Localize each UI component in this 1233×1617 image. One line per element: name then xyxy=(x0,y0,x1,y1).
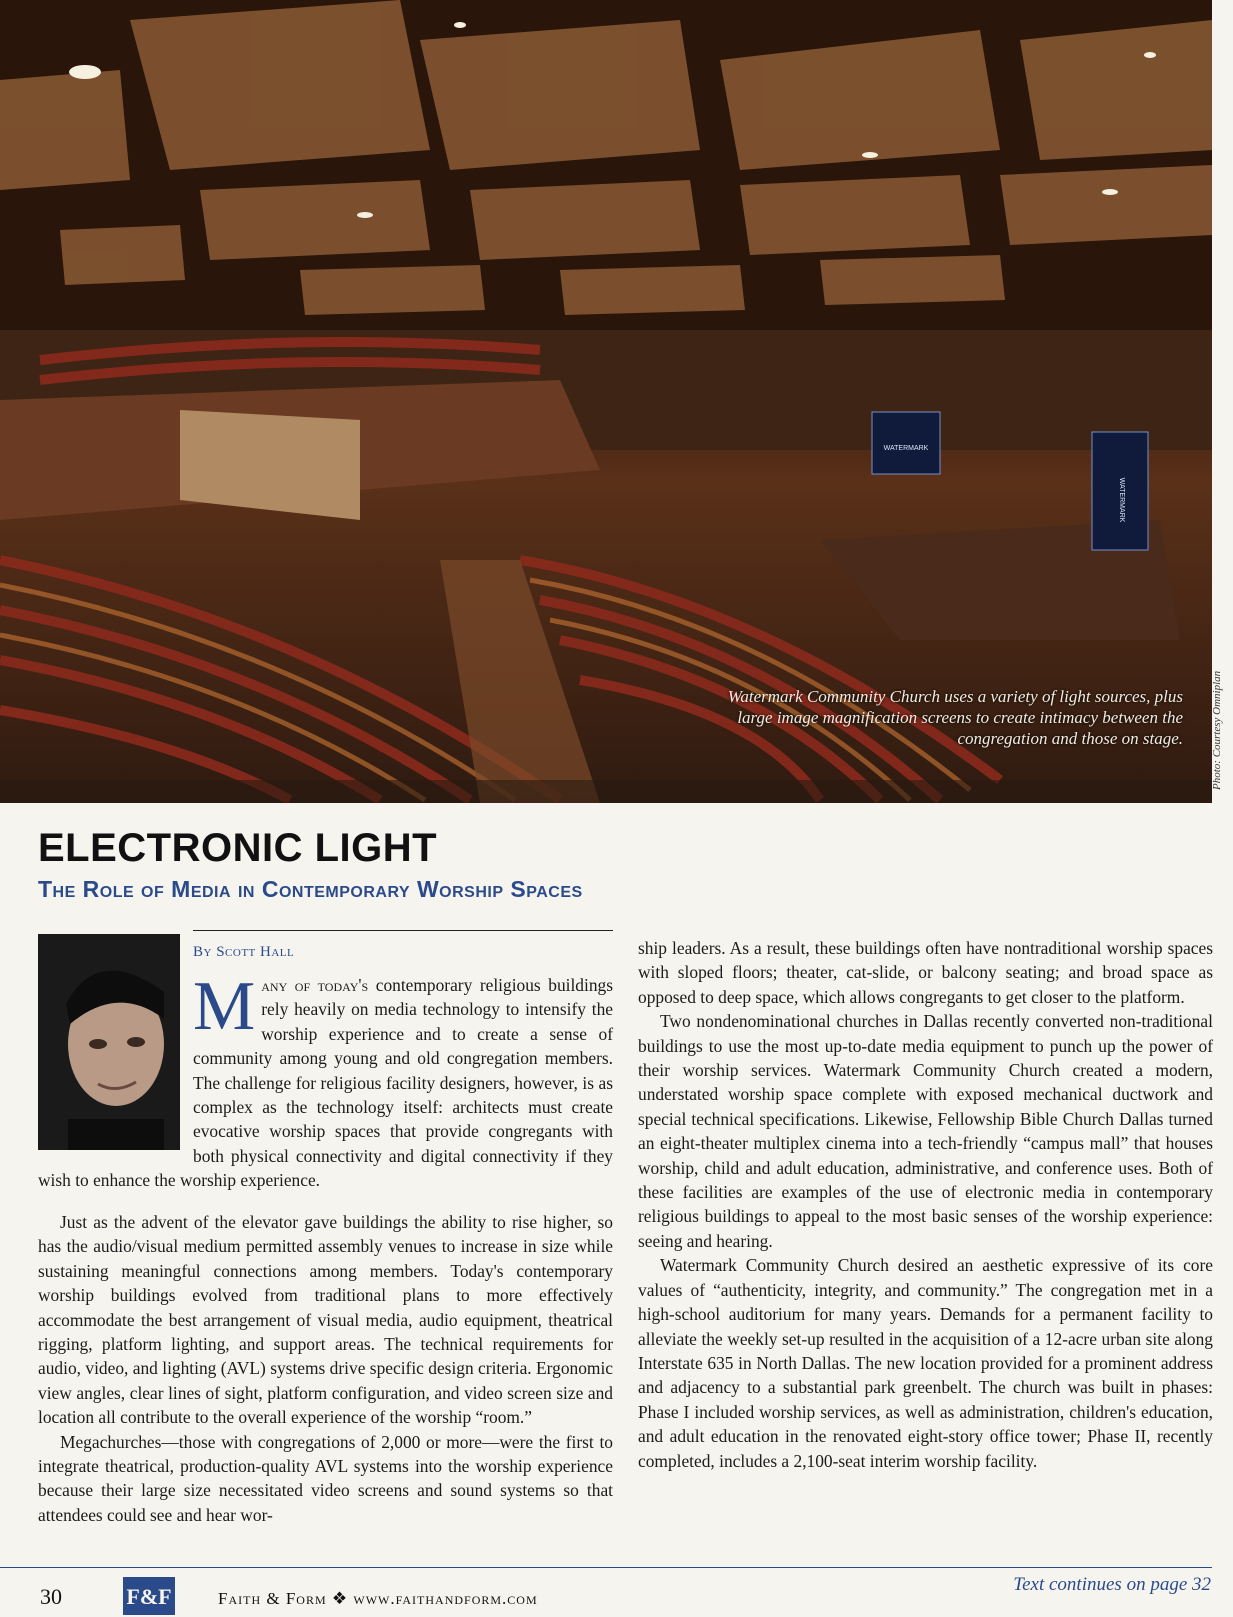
balcony-face xyxy=(180,410,360,520)
lead-in: any of today's xyxy=(261,975,369,995)
paragraph-1-text: contemporary religious buildings rely heavily on media technology to intensify the worship experience and to create a sense of community among young and old congregation members. The challenge for religious facility designers, however, is as complex as the technology itself: architects must create evocative worship spaces that provide congregants with both physical connectivity and digital connectivity if they wish to enhance the worship experience. xyxy=(38,975,613,1191)
continues-note: Text continues on page 32 xyxy=(1013,1574,1211,1595)
drop-cap: M xyxy=(193,968,256,1045)
article-paragraph-2: Just as the advent of the elevator gave buildings the ability to rise higher, so has the audio/visual medium permitted assembly venues to increase in size while sustaining meaningful connections among members. Today's contemporary worship buildings evolved from traditional plans to more effectively accommodate the best arrangement of visual media, audio equipment, theatrical rigging, platform lighting, and support areas. The technical requirements for audio, video, and lighting (AVL) systems drive specific design criteria. Ergonomic view angles, clear lines of sight, platform configuration, and video screen size and location all contribute to the overall experience of the worship “room.” xyxy=(38,1212,613,1428)
right-column xyxy=(638,936,1213,1473)
photo-credit: Photo: Courtesy Omniplan xyxy=(1211,670,1223,790)
article-paragraph-3: Megachurches—those with congregations of 2,000 or more—were the first to integrate theatrical, production-quality AVL systems into the worship experience because their large size necessitated video screens and sound systems so that attendees could see and hear wor- xyxy=(38,1431,613,1525)
screen-label-right: WATERMARK xyxy=(1118,477,1125,523)
video-screen-left xyxy=(872,412,940,474)
magazine-logo: F&F xyxy=(123,1577,175,1615)
footer-title: Faith & Form ❖ www.faithandform.com xyxy=(218,1589,538,1608)
screen-label-left: WATERMARK xyxy=(883,445,929,452)
article-paragraph-4: ship leaders. As a result, these buildings often have nontraditional worship spaces with sloped floors; theater, cat-slide, or balcony seating; and broad space as opposed to deep space, which allows congregants to get closer to the platform. xyxy=(638,938,1213,1007)
photo-caption: Watermark Community Church uses a variety of light sources, plus large image magnification screens to create intimacy between the congregation and those on stage. xyxy=(727,687,1183,748)
author-byline: By Scott Hall xyxy=(193,944,295,960)
article-subtitle: The Role of Media in Contemporary Worship Spaces xyxy=(38,876,583,902)
article-headline: ELECTRONIC LIGHT xyxy=(38,826,438,870)
left-column xyxy=(38,1210,613,1527)
byline-rule xyxy=(193,930,613,931)
auditorium-illustration xyxy=(0,0,1212,803)
hero-photo xyxy=(0,0,1212,803)
article-paragraph-1 xyxy=(38,965,613,1193)
article-paragraph-6: Watermark Community Church desired an aesthetic expressive of its core values of “authenticity, integrity, and community.” The congregation met in a high-school auditorium for many years. Demands for a permanent facility to alleviate the weekly set-up resulted in the acquisition of a 12-acre urban site along Interstate 635 in North Dallas. The new location provided for a prominent address and adjacency to a substantial park greenbelt. The church was built in phases: Phase I included worship services, as well as administration, children's education, and adult education in the renovated eight-story office tower; Phase II, recently completed, includes a 2,100-seat interim worship facility. xyxy=(638,1255,1213,1471)
footer-rule xyxy=(0,1567,1212,1568)
article-paragraph-5: Two nondenominational churches in Dallas recently converted non-traditional buildings to use the most up-to-date media equipment to punch up the power of their worship services. Watermark Community Church created a modern, understated worship space complete with exposed mechanical ductwork and special technical specifications. Likewise, Fellowship Bible Church Dallas turned an eight-theater multiplex cinema into a tech-friendly “campus mall” that houses worship, child and adult education, administrative, and conference uses. Both of these facilities are examples of the use of electronic media in contemporary religious buildings to appeal to the most basic senses of the worship experience: seeing and hearing. xyxy=(638,1011,1213,1251)
page-number: 30 xyxy=(40,1584,62,1609)
